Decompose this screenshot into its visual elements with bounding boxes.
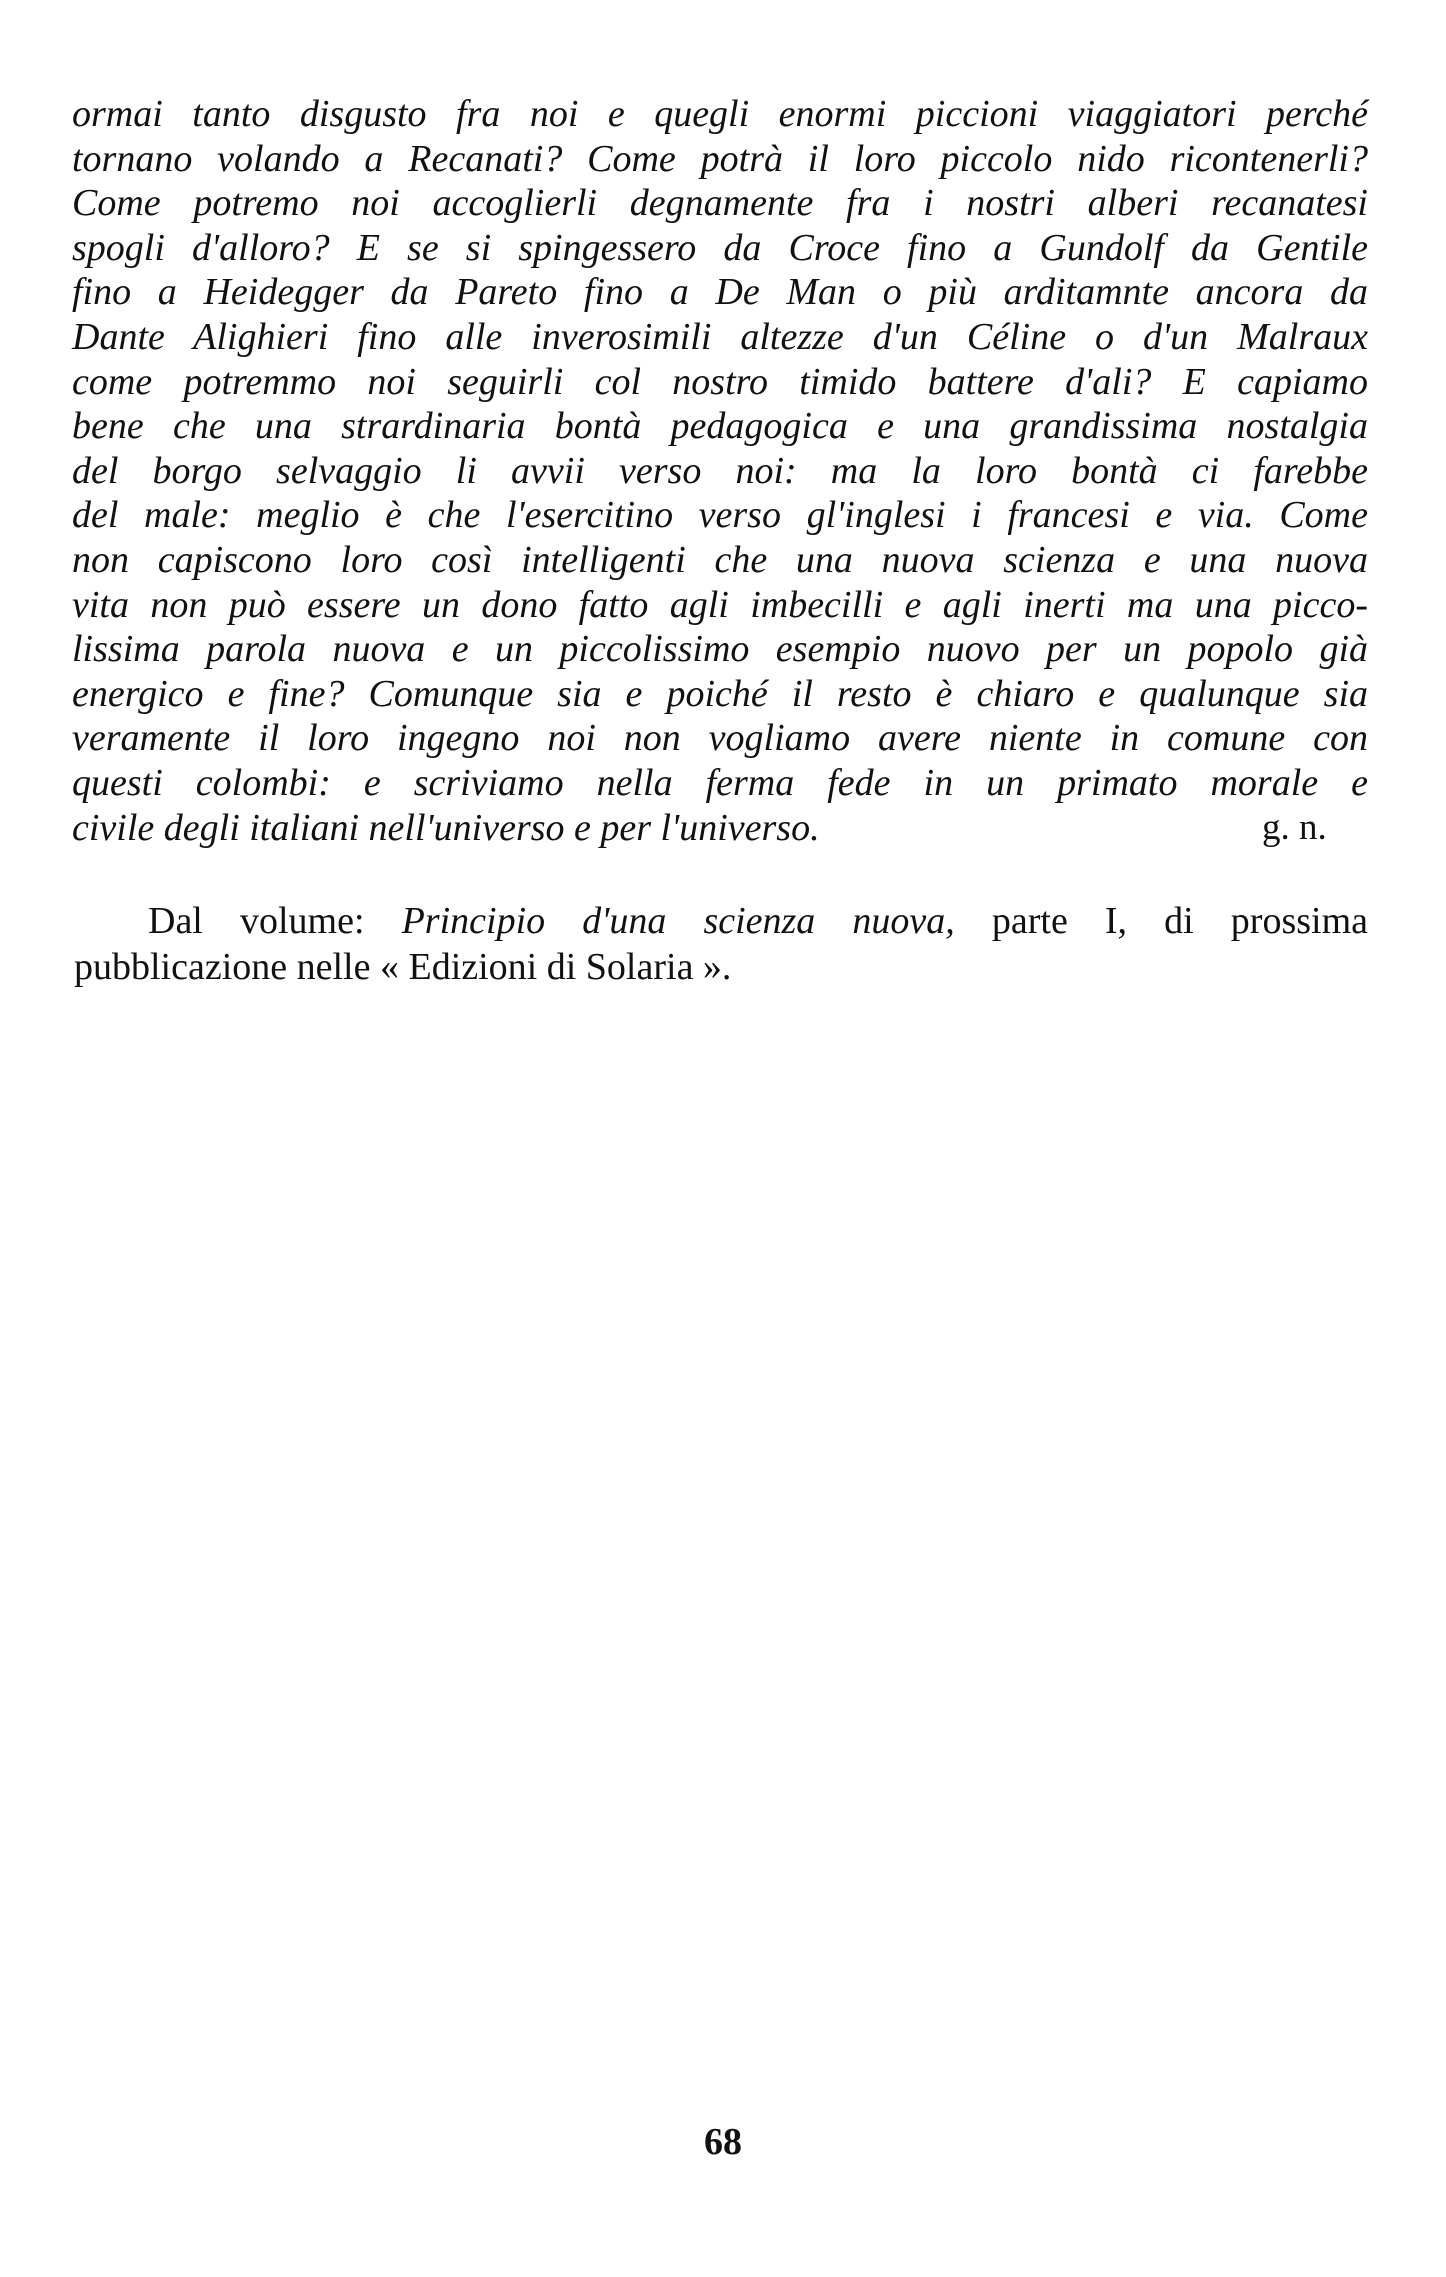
text-line-last xyxy=(72,806,1368,851)
text-line: non capiscono loro così intelligenti che una nuova scienza e una nuova xyxy=(72,538,1368,581)
author-signature: g. n. xyxy=(1262,806,1327,848)
text-line: come potremmo noi seguirli col nostro timido battere d'ali? E capiamo xyxy=(72,360,1368,403)
page-number: 68 xyxy=(704,2121,742,2163)
text-line: Dante Alighieri fino alle inverosimili altezze d'un Céline o d'un Malraux xyxy=(72,315,1368,358)
text-line: lissima parola nuova e un piccolissimo esempio nuovo per un popolo già xyxy=(72,628,1368,671)
note-prefix: Dal volume: xyxy=(148,900,365,942)
text-line: questi colombi: e scriviamo nella ferma fede in un primato morale e xyxy=(72,761,1368,804)
text-line: fino a Heidegger da Pareto fino a De Man o più arditamnte ancora da xyxy=(72,271,1368,314)
text-line: Come potremo noi accoglierli degnamente fra i nostri alberi recanatesi xyxy=(72,182,1368,225)
text-line: energico e fine? Comunque sia e poiché il resto è chiaro e qualunque sia xyxy=(72,672,1368,715)
text-line: del borgo selvaggio li avvii verso noi: ma la loro bontà ci farebbe xyxy=(72,449,1368,492)
text-line: del male: meglio è che l'esercitino verso gl'inglesi i francesi e via. Come xyxy=(72,494,1368,537)
text-line: bene che una strardinaria bontà pedagogica e una grandissima nostalgia xyxy=(72,405,1368,448)
publication-note-line-2: pubblicazione nelle « Edizioni di Solaria ». xyxy=(74,946,732,988)
text-line: ormai tanto disgusto fra noi e quegli enormi piccioni viaggiatori perché xyxy=(72,93,1368,135)
text-line: tornano volando a Recanati? Come potrà il loro piccolo nido ricontenerli? xyxy=(72,137,1368,180)
article-body xyxy=(72,92,1368,850)
text-line: spogli d'alloro? E se si spingessero da Croce fino a Gundolf da Gentile xyxy=(72,226,1368,269)
book-title: Principio d'una scienza nuova, xyxy=(401,900,955,942)
publication-note-line-1 xyxy=(74,898,1368,944)
text-line: vita non può essere un dono fatto agli imbecilli e agli inerti ma una picco- xyxy=(72,583,1368,626)
publication-note xyxy=(74,898,1368,990)
text-line-last-content: civile degli italiani nell'universo e per l'universo. xyxy=(72,806,820,849)
note-suffix: parte I, di prossima xyxy=(991,900,1368,942)
text-line: veramente il loro ingegno noi non vogliamo avere niente in comune con xyxy=(72,717,1368,760)
